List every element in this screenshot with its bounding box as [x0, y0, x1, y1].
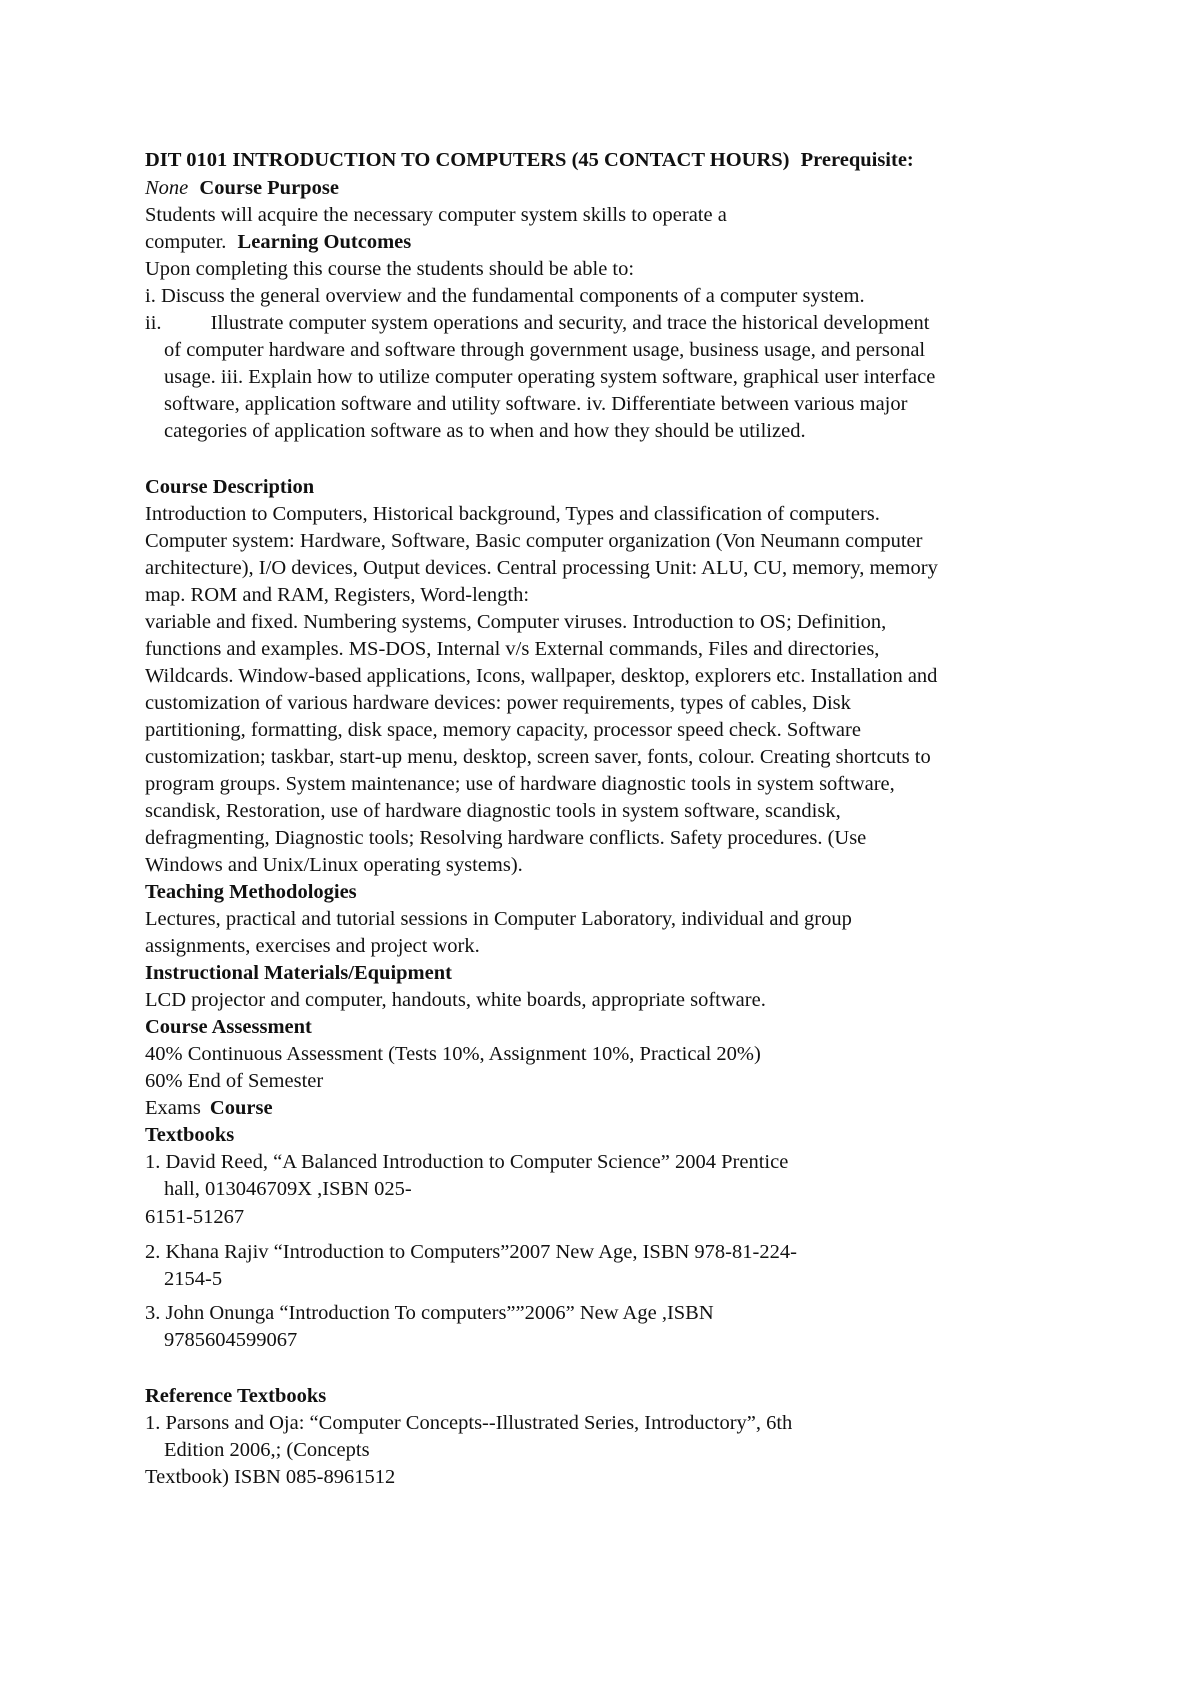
textbook-line: 2154-5 — [164, 1268, 223, 1290]
outcome-item-1: i. Discuss the general overview and the fundamental components of a computer system. — [145, 285, 865, 307]
assessment-line-1: 40% Continuous Assessment (Tests 10%, Assignment 10%, Practical 20%) — [145, 1043, 761, 1065]
assessment-heading: Course Assessment — [145, 1016, 312, 1038]
outcome-continuation: software, application software and utility software. iv. Differentiate between various major — [164, 393, 908, 415]
teaching-line: assignments, exercises and project work. — [145, 935, 480, 957]
prerequisite-line — [145, 176, 339, 200]
course-title-line — [145, 148, 914, 172]
description-line: architecture), I/O devices, Output devices. Central processing Unit: ALU, CU, memory, memory — [145, 557, 938, 579]
description-line: customization; taskbar, start-up menu, desktop, screen saver, fonts, colour. Creating shortcuts to — [145, 746, 931, 768]
textbook-line: 1. David Reed, “A Balanced Introduction to Computer Science” 2004 Prentice — [145, 1151, 789, 1173]
description-line: Windows and Unix/Linux operating systems). — [145, 854, 523, 876]
outcome-continuation: categories of application software as to when and how they should be utilized. — [164, 420, 806, 442]
description-line: partitioning, formatting, disk space, memory capacity, processor speed check. Software — [145, 719, 861, 741]
prerequisite-value: None — [145, 177, 189, 199]
assessment-line-2: 60% End of Semester — [145, 1070, 324, 1092]
outcomes-heading: Learning Outcomes — [237, 231, 412, 253]
description-line: program groups. System maintenance; use of hardware diagnostic tools in system software, — [145, 773, 895, 795]
outcome-continuation: usage. iii. Explain how to utilize computer operating system software, graphical user interface — [164, 366, 936, 388]
assessment-exams: Exams — [145, 1097, 201, 1119]
purpose-heading: Course Purpose — [199, 177, 339, 199]
textbook-line: 2. Khana Rajiv “Introduction to Computers”2007 New Age, ISBN 978-81-224- — [145, 1241, 797, 1263]
teaching-heading: Teaching Methodologies — [145, 881, 357, 903]
purpose-text-end: computer. — [145, 231, 227, 253]
outcome-item-2-text: Illustrate computer system operations and security, and trace the historical development — [210, 312, 930, 334]
materials-text: LCD projector and computer, handouts, white boards, appropriate software. — [145, 989, 766, 1011]
description-line: scandisk, Restoration, use of hardware diagnostic tools in system software, scandisk, — [145, 800, 841, 822]
description-line: Wildcards. Window-based applications, Icons, wallpaper, desktop, explorers etc. Installation and — [145, 665, 938, 687]
prerequisite-label: Prerequisite: — [800, 149, 914, 171]
purpose-text-line-2 — [145, 230, 411, 254]
textbook-line: hall, 013046709X ,ISBN 025- — [164, 1178, 412, 1200]
course-title: DIT 0101 INTRODUCTION TO COMPUTERS (45 CONTACT HOURS) — [145, 149, 790, 171]
reference-line: Textbook) ISBN 085-8961512 — [145, 1466, 396, 1488]
description-line: defragmenting, Diagnostic tools; Resolving hardware conflicts. Safety procedures. (Use — [145, 827, 867, 849]
description-line: Introduction to Computers, Historical background, Types and classification of computers. — [145, 503, 880, 525]
textbook-line: 3. John Onunga “Introduction To computers””2006” New Age ,ISBN — [145, 1302, 714, 1324]
textbooks-heading-part1: Course — [209, 1097, 273, 1119]
outcome-item-2 — [145, 311, 929, 335]
outcome-continuation: of computer hardware and software through government usage, business usage, and personal — [164, 339, 926, 361]
textbook-line: 9785604599067 — [164, 1329, 298, 1351]
outcome-item-2-marker: ii. — [145, 312, 162, 334]
textbooks-heading-part2: Textbooks — [145, 1124, 235, 1146]
reference-line: 1. Parsons and Oja: “Computer Concepts--Illustrated Series, Introductory”, 6th — [145, 1412, 793, 1434]
materials-heading: Instructional Materials/Equipment — [145, 962, 452, 984]
description-line: functions and examples. MS-DOS, Internal v/s External commands, Files and directories, — [145, 638, 880, 660]
purpose-text-line-1: Students will acquire the necessary computer system skills to operate a — [145, 204, 727, 226]
textbook-line: 6151-51267 — [145, 1206, 245, 1228]
teaching-line: Lectures, practical and tutorial sessions in Computer Laboratory, individual and group — [145, 908, 852, 930]
reference-line: Edition 2006,; (Concepts — [164, 1439, 370, 1461]
description-line: Computer system: Hardware, Software, Basic computer organization (Von Neumann computer — [145, 530, 923, 552]
description-line: customization of various hardware devices: power requirements, types of cables, Disk — [145, 692, 851, 714]
references-heading: Reference Textbooks — [145, 1385, 327, 1407]
description-line: map. ROM and RAM, Registers, Word-length: — [145, 584, 530, 606]
description-line: variable and fixed. Numbering systems, Computer viruses. Introduction to OS; Definition, — [145, 611, 887, 633]
outcomes-intro: Upon completing this course the students should be able to: — [145, 258, 635, 280]
assessment-line-3 — [145, 1096, 273, 1120]
description-heading: Course Description — [145, 476, 315, 498]
